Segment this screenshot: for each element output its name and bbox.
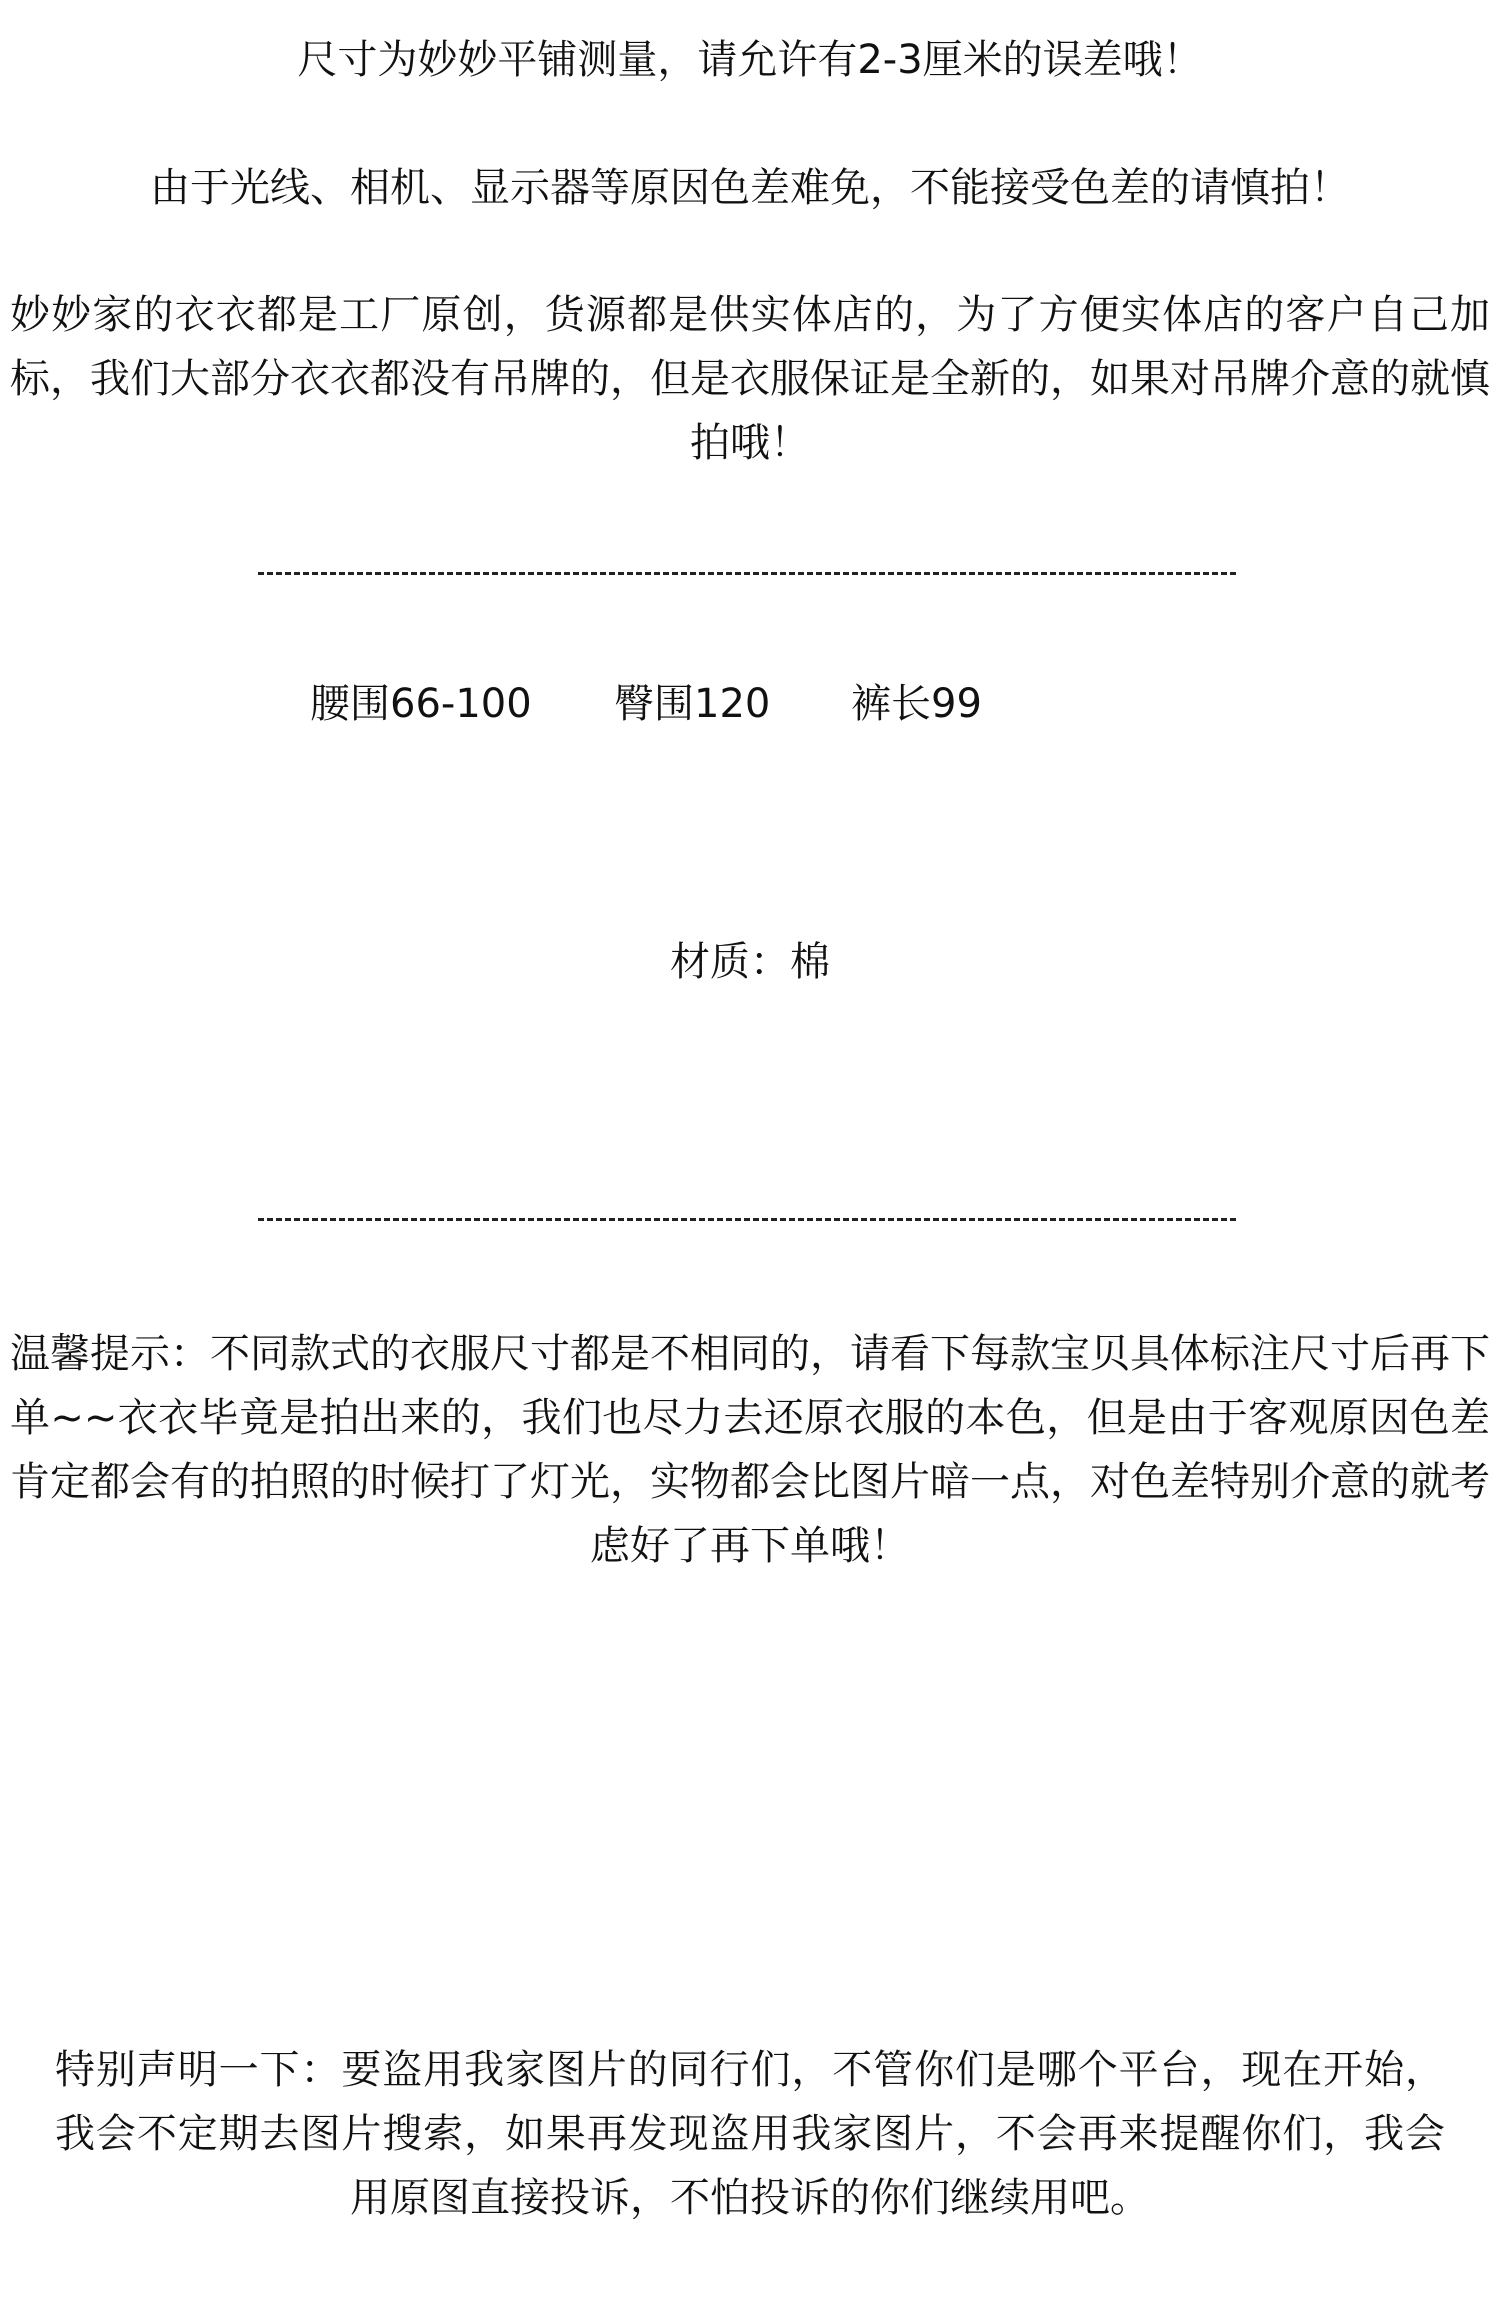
special-statement: 特别声明一下：要盗用我家图片的同行们，不管你们是哪个平台，现在开始，我会不定期去图片搜索，如果再发现盗用我家图片，不会再来提醒你们，我会用原图直接投诉，不怕投诉的你们继续用吧。 [55, 2047, 1445, 2221]
color-difference-notice: 由于光线、相机、显示器等原因色差难免，不能接受色差的请慎拍！ [150, 165, 1350, 211]
size-row [0, 672, 1500, 736]
warm-tip: 温馨提示：不同款式的衣服尺寸都是不相同的，请看下每款宝贝具体标注尺寸后再下单~~衣衣毕竟是拍出来的，我们也尽力去还原衣服的本色，但是由于客观原因色差肯定都会有的拍照的时候打了灯光，实物都会比图片暗一点，对色差特别介意的就考虑好了再下单哦！ [10, 1331, 1490, 1569]
pants-length: 裤长99 [851, 681, 982, 727]
tag-notice: 妙妙家的衣衣都是工厂原创，货源都是供实体店的，为了方便实体店的客户自己加标，我们大部分衣衣都没有吊牌的，但是衣服保证是全新的，如果对吊牌介意的就慎拍哦！ [10, 292, 1490, 466]
waist-size: 腰围66-100 [310, 681, 532, 727]
measurement-notice: 尺寸为妙妙平铺测量，请允许有2-3厘米的误差哦！ [297, 37, 1203, 83]
divider-top [258, 572, 1236, 575]
material-info: 材质：棉 [670, 939, 830, 985]
hip-size: 臀围120 [614, 681, 771, 727]
divider-bottom [258, 1218, 1236, 1221]
